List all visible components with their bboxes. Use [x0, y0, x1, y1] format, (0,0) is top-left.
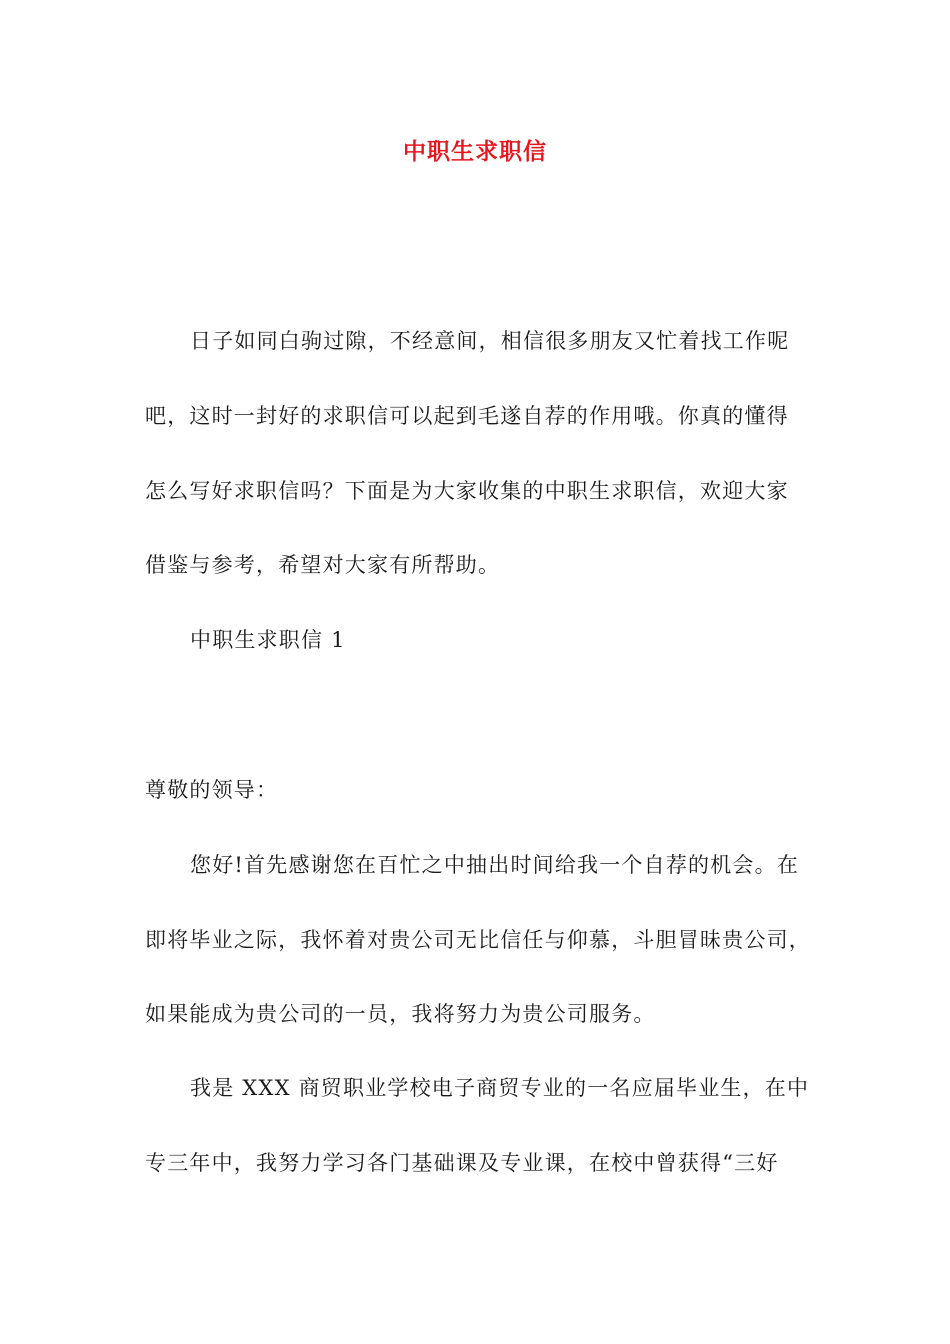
body-line-4: 我是 XXX 商贸职业学校电子商贸专业的一名应届毕业生，在中	[190, 1076, 810, 1100]
intro-line-4: 借鉴与参考，希望对大家有所帮助。	[145, 553, 501, 577]
body-line-3: 如果能成为贵公司的一员，我将努力为贵公司服务。	[145, 1002, 656, 1026]
body-line-2: 即将毕业之际，我怀着对贵公司无比信任与仰慕，斗胆冒昧贵公司，	[145, 928, 811, 952]
body-line-5: 专三年中，我努力学习各门基础课及专业课，在校中曾获得“三好	[145, 1151, 779, 1175]
document-title: 中职生求职信	[403, 139, 547, 165]
intro-line-1: 日子如同白驹过隙，不经意间，相信很多朋友又忙着找工作呢	[190, 329, 790, 353]
salutation: 尊敬的领导：	[145, 778, 279, 802]
body-line-1: 您好!首先感谢您在百忙之中抽出时间给我一个自荐的机会。在	[190, 853, 800, 877]
intro-line-2: 吧，这时一封好的求职信可以起到毛遂自荐的作用哦。你真的懂得	[145, 404, 789, 428]
intro-line-3: 怎么写好求职信吗？下面是为大家收集的中职生求职信，欢迎大家	[145, 479, 789, 503]
section-heading: 中职生求职信 1	[190, 628, 346, 652]
